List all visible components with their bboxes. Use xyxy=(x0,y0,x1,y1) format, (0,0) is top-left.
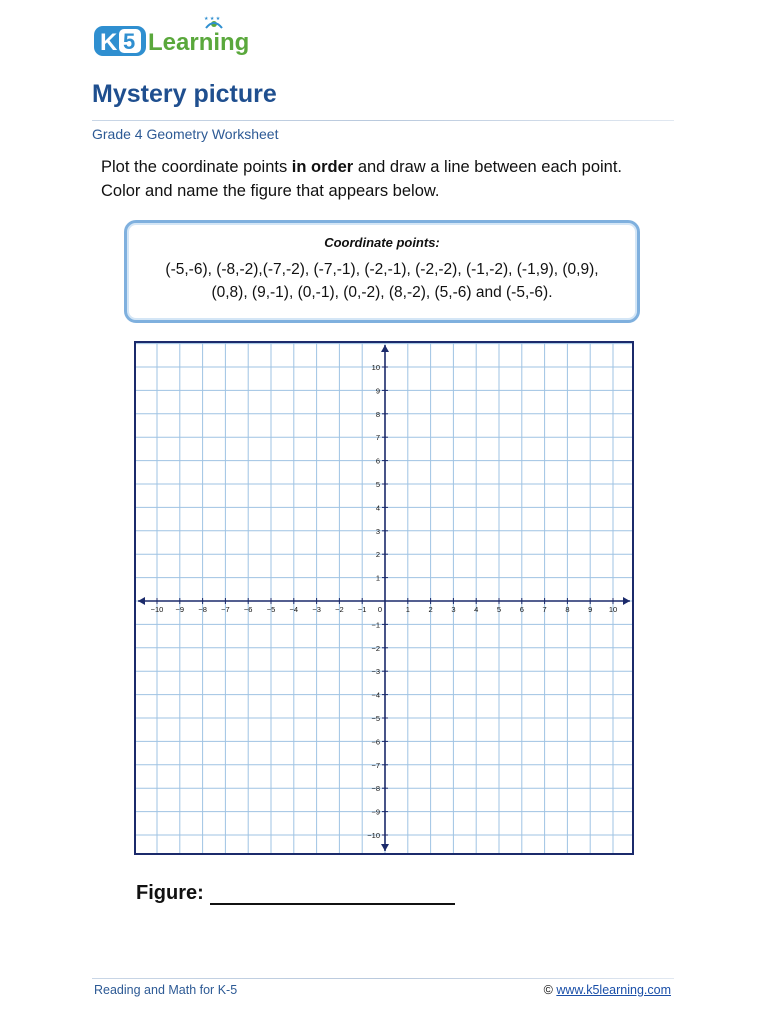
y-tick-label: −8 xyxy=(371,784,380,794)
figure-answer-line[interactable] xyxy=(210,903,455,905)
svg-text:Learning: Learning xyxy=(148,29,250,56)
y-tick-label: 9 xyxy=(375,386,380,396)
x-tick-label: 1 xyxy=(405,605,410,614)
coordinate-points-list xyxy=(135,258,629,304)
y-tick-label: 7 xyxy=(375,433,380,443)
instructions-text-3: Color and name the figure that appears below. xyxy=(101,182,440,200)
x-tick-label: 0 xyxy=(377,605,383,614)
x-tick-label: 10 xyxy=(608,605,618,614)
footer-copyright xyxy=(544,983,671,997)
x-tick-label: 7 xyxy=(542,605,547,614)
copyright-symbol: © xyxy=(543,983,557,997)
x-tick-label: −2 xyxy=(335,605,344,614)
y-tick-label: −5 xyxy=(371,714,380,723)
header-divider xyxy=(92,120,674,121)
figure-answer-label: Figure: xyxy=(136,882,204,904)
x-tick-label: −4 xyxy=(289,605,299,614)
y-tick-label: 4 xyxy=(375,503,380,513)
y-tick-label: 1 xyxy=(375,573,380,583)
x-tick-label: −8 xyxy=(198,605,207,614)
x-tick-label: −5 xyxy=(266,605,276,614)
page-title: Mystery picture xyxy=(92,80,277,108)
instructions-text-1: Plot the coordinate points xyxy=(101,158,292,176)
footer-divider xyxy=(92,978,674,979)
y-tick-label: −9 xyxy=(371,807,380,817)
svg-text:★ ★ ★: ★ ★ ★ xyxy=(204,16,221,22)
x-tick-label: 8 xyxy=(565,605,570,614)
y-tick-label: −2 xyxy=(371,643,380,653)
y-tick-label: 10 xyxy=(371,363,380,372)
svg-text:5: 5 xyxy=(123,29,136,54)
coordinate-points-box xyxy=(124,220,640,323)
y-tick-label: −7 xyxy=(371,760,380,770)
coordinate-points-line-2: (0,8), (9,-1), (0,-1), (0,-2), (8,-2), (5,-6) and (-5,-6). xyxy=(211,284,553,301)
y-tick-label: 6 xyxy=(375,456,380,466)
k5learning-link[interactable]: www.k5learning.com xyxy=(556,983,671,997)
coordinate-points-line-1: (-5,-6), (-8,-2),(-7,-2), (-7,-1), (-2,-1), (-2,-2), (-1,-2), (-1,9), (0,9), xyxy=(165,261,599,278)
y-tick-label: −1 xyxy=(371,620,380,630)
footer-tagline: Reading and Math for K-5 xyxy=(94,983,238,997)
y-tick-label: −4 xyxy=(371,690,380,700)
y-tick-label: −6 xyxy=(371,737,380,747)
k5-learning-logo xyxy=(92,14,262,60)
worksheet-subtitle: Grade 4 Geometry Worksheet xyxy=(92,126,279,142)
coordinate-points-heading: Coordinate points: xyxy=(324,235,440,250)
coordinate-grid-svg xyxy=(134,341,634,855)
instructions-bold: in order xyxy=(291,158,354,176)
x-tick-label: 6 xyxy=(519,605,524,614)
y-tick-label: 3 xyxy=(375,526,380,536)
instructions-text-2: and draw a line between each point. xyxy=(353,158,623,176)
x-tick-label: 2 xyxy=(428,605,433,614)
y-tick-label: 8 xyxy=(375,409,380,419)
x-tick-label: 4 xyxy=(474,605,479,614)
grid-border xyxy=(135,342,633,854)
y-tick-label: −3 xyxy=(371,667,380,677)
x-tick-label: −1 xyxy=(357,605,367,614)
y-tick-label: −10 xyxy=(367,831,380,840)
x-tick-label: 5 xyxy=(496,605,502,614)
x-tick-label: 9 xyxy=(588,605,593,614)
x-tick-label: 3 xyxy=(451,605,456,614)
svg-text:K: K xyxy=(100,29,118,56)
x-tick-label: −3 xyxy=(312,605,321,614)
coordinate-grid xyxy=(134,341,634,855)
y-tick-label: 5 xyxy=(375,480,380,489)
x-tick-label: −6 xyxy=(243,605,253,614)
y-tick-label: 2 xyxy=(375,550,380,560)
x-tick-label: −10 xyxy=(150,605,164,614)
instructions xyxy=(101,155,701,203)
x-tick-label: −9 xyxy=(175,605,185,614)
x-tick-label: −7 xyxy=(221,605,230,614)
